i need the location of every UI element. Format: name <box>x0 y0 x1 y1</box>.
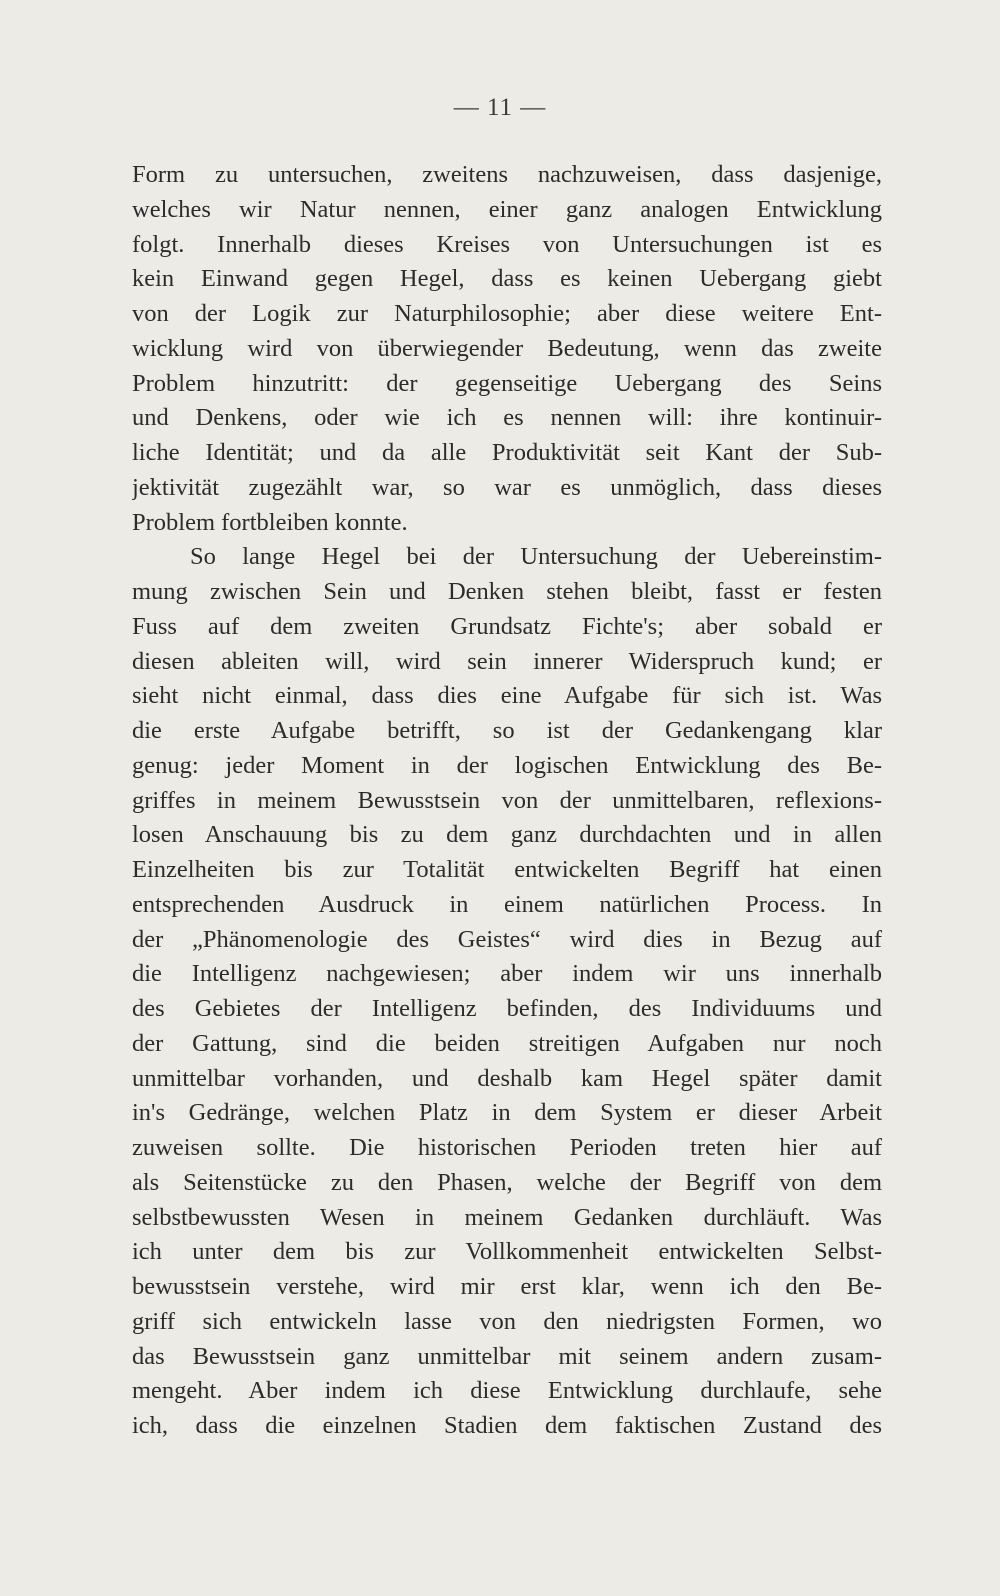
text-line: der Gattung, sind die beiden streitigen Aufgaben nur noch <box>132 1029 882 1057</box>
text-line: griffes in meinem Bewusstsein von der unmittelbaren, reflexions- <box>132 786 882 814</box>
text-line: des Gebietes der Intelligenz befinden, des Individuums und <box>132 995 882 1022</box>
text-line: selbstbewussten Wesen in meinem Gedanken durchläuft. Was <box>132 1203 882 1231</box>
paragraph-start-line: So lange Hegel bei der Untersuchung der Uebereinstim- <box>190 543 882 571</box>
text-line: entsprechenden Ausdruck in einem natürlichen Process. In <box>132 890 882 918</box>
text-line: liche Identität; und da alle Produktivität seit Kant der Sub- <box>132 439 882 466</box>
page-number: — 11 — <box>453 94 547 121</box>
text-line: Problem hinzutritt: der gegenseitige Uebergang des Seins <box>132 369 882 397</box>
text-line: kein Einwand gegen Hegel, dass es keinen Uebergang giebt <box>132 265 882 293</box>
text-line: folgt. Innerhalb dieses Kreises von Untersuchungen ist es <box>132 230 882 258</box>
text-line: ich unter dem bis zur Vollkommenheit entwickelten Selbst- <box>132 1238 882 1266</box>
text-line: und Denkens, oder wie ich es nennen will: ihre kontinuir- <box>132 404 882 432</box>
text-line: der „Phänomenologie des Geistes“ wird dies in Bezug auf <box>132 925 882 953</box>
text-line: jektivität zugezählt war, so war es unmöglich, dass dieses <box>132 473 882 501</box>
text-line: in's Gedränge, welchen Platz in dem System er dieser Arbeit <box>132 1099 882 1127</box>
text-line: diesen ableiten will, wird sein innerer Widerspruch kund; er <box>132 647 882 675</box>
body-text <box>132 158 882 1444</box>
text-line: griff sich entwickeln lasse von den niedrigsten Formen, wo <box>132 1307 882 1335</box>
text-line: wicklung wird von überwiegender Bedeutung, wenn das zweite <box>132 334 882 362</box>
text-line: bewusstsein verstehe, wird mir erst klar, wenn ich den Be- <box>132 1273 882 1300</box>
text-line: sieht nicht einmal, dass dies eine Aufgabe für sich ist. Was <box>132 682 882 710</box>
text-line: die erste Aufgabe betrifft, so ist der Gedankengang klar <box>132 717 882 744</box>
text-line: mung zwischen Sein und Denken stehen bleibt, fasst er festen <box>132 578 882 605</box>
text-line: genug: jeder Moment in der logischen Entwicklung des Be- <box>132 751 882 779</box>
text-line: ich, dass die einzelnen Stadien dem faktischen Zustand des <box>132 1412 882 1439</box>
text-line: Fuss auf dem zweiten Grundsatz Fichte's; aber sobald er <box>132 612 882 640</box>
text-line: mengeht. Aber indem ich diese Entwicklung durchlaufe, sehe <box>132 1377 882 1405</box>
text-line: Einzelheiten bis zur Totalität entwickelten Begriff hat einen <box>132 856 882 883</box>
text-line: Problem fortbleiben konnte. <box>132 508 408 536</box>
text-line: unmittelbar vorhanden, und deshalb kam Hegel später damit <box>132 1064 882 1092</box>
text-line: als Seitenstücke zu den Phasen, welche der Begriff von dem <box>132 1168 882 1196</box>
text-line: Form zu untersuchen, zweitens nachzuweisen, dass dasjenige, <box>132 161 882 188</box>
text-line: welches wir Natur nennen, einer ganz analogen Entwicklung <box>132 195 882 223</box>
text-line: von der Logik zur Naturphilosophie; aber diese weitere Ent- <box>132 300 882 327</box>
text-line: losen Anschauung bis zu dem ganz durchdachten und in allen <box>132 821 882 849</box>
text-line: das Bewusstsein ganz unmittelbar mit seinem andern zusam- <box>132 1342 882 1370</box>
text-line: zuweisen sollte. Die historischen Perioden treten hier auf <box>132 1134 882 1161</box>
text-line: die Intelligenz nachgewiesen; aber indem wir uns innerhalb <box>132 960 882 988</box>
